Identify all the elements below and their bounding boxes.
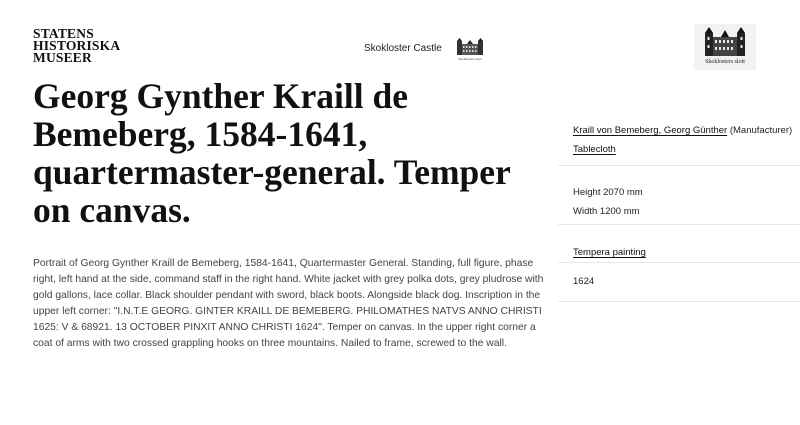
castle-mini-logo[interactable] — [455, 38, 485, 64]
object-type-link[interactable]: Tablecloth — [573, 144, 616, 155]
page-title: Georg Gynther Kraill de Bemeberg, 1584-1641, quartermaster-general. Temper on canvas. — [33, 76, 511, 230]
technique-link[interactable]: Tempera painting — [573, 247, 646, 258]
castle-icon — [455, 38, 485, 56]
facts-row-date — [558, 263, 800, 302]
facts-row-manufacturer — [558, 110, 800, 166]
facts-row-dimensions — [558, 166, 800, 225]
shm-logo[interactable] — [33, 28, 120, 64]
facts-row-technique — [558, 225, 800, 263]
castle-badge-caption: Skoklosters slott — [705, 59, 745, 65]
logo-line-1: STATENS — [33, 26, 94, 41]
object-facts — [558, 110, 800, 302]
castle-icon — [703, 27, 747, 57]
logo-line-3: MUSEER — [33, 50, 92, 65]
logo-line-2: HISTORISKA — [33, 38, 121, 53]
manufacturer-role: (Manufacturer) — [729, 125, 793, 136]
manufacturer-link[interactable]: Kraill von Bemeberg, Georg Günther — [573, 125, 728, 136]
year-value: 1624 — [573, 276, 595, 287]
castle-link[interactable]: Skokloster Castle — [364, 43, 442, 54]
castle-mini-caption: Skoklosters slott — [458, 57, 482, 61]
width-value: Width 1200 mm — [573, 206, 640, 217]
height-value: Height 2070 mm — [573, 187, 643, 198]
object-description: Portrait of Georg Gynther Kraill de Bemeberg, 1584-1641, Quartermaster General. Standing, full figure, phase right, left hand at the side, command staff in the right hand. White jacket with grey polka dots, grey pludrose with gold gallons, lace collar. Black shoulder pendant with sword, black boots. Alongside black dog. Inscription in the upper left corner: "I.N.T.E GEORG. GINTER KRAILL DE BEMEBERG. PHILOMATHES NATVS ANNO CHRISTI 1625: V & 68921. 13 OCTOBER PINXIT ANNO CHRISTI 1624". Temper on canvas. In the upper right corner a coat of arms with two crossed grappling hooks on three mountains. Nailed to frame, screwed to the wall. — [33, 258, 544, 349]
castle-badge[interactable] — [694, 24, 756, 70]
